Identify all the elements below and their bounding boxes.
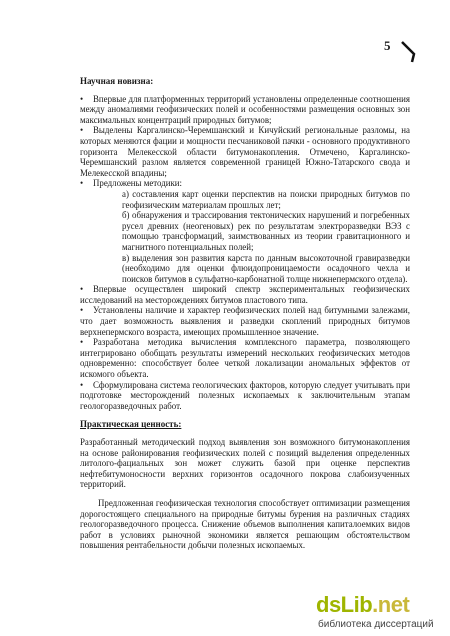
page-number: 5: [384, 38, 391, 53]
dslib-watermark: [316, 592, 450, 636]
watermark-subtitle: библиотека диссертаций: [318, 619, 434, 630]
practical-value-heading: Практическая ценность:: [80, 419, 182, 430]
novelty-item: • Выделены Каргалинско-Черемшанский и Кичуйский региональные разломы, на которых меняются фации и мощности песчаниковой пачки - основного продуктивного горизонта Мелекесской области битумонакопления. Отмечено, Каргалинско-Черемшанский разлом является современной границей Южно-Татарского свода и Мелекесской впадины;: [80, 125, 410, 178]
method-subitem: а) составления карт оценки перспектив на поиски природных битумов по геофизическим материалам прошлых лет;: [122, 188, 410, 210]
watermark-logo: dsLib.net: [316, 592, 410, 617]
bullet-icon: •: [80, 284, 84, 295]
novelty-item: • Впервые для платформенных территорий установлены определенные соотношения между аномалиями геофизических полей и особенностями размещения основных зон максимальных концентраций природных битумов;: [80, 93, 410, 125]
bullet-icon: •: [80, 305, 84, 316]
novelty-heading: Научная новизна:: [80, 76, 154, 86]
novelty-item: • Разработана методика вычисления комплексного параметра, позволяющего интегрировано обобщать результаты измерений нескольких геофизических методов одновременно: способствует более четкой локализации аномальных эффектов от искомого объекта.: [80, 337, 410, 380]
practical-paragraph: Предложенная геофизическая технология способствует оптимизации размещения дорогостоящего специального на природные битумы бурения на различных стадиях геологоразведочного процесса. Снижение объемов выполнения капиталоемких видов работ в условиях рыночной экономики является решающим обстоятельством повышения рентабельности добычи полезных ископаемых.: [80, 497, 410, 551]
bullet-icon: •: [80, 337, 84, 348]
bullet-icon: •: [80, 178, 84, 189]
page-corner-mark: [400, 40, 420, 64]
method-subitem: в) выделения зон развития карста по данным высокоточной гравиразведки (необходимо для оценки флюидопроницаемости осадочного чехла и поисков битумов в сульфатно-карбонатной толще нижнепермского отдела).: [122, 252, 410, 284]
document-body: [80, 76, 410, 551]
method-subitem: б) обнаружения и трассирования тектонических нарушений и погребенных русел древних (неогеновых) рек по результатам электроразведки ВЭЗ с помощью трансформаций, заимствованных из теории гравитационного и магнитного потенциальных полей;: [122, 210, 410, 252]
methods-sublist: [80, 189, 410, 284]
novelty-item: • Впервые осуществлен широкий спектр экспериментальных геофизических исследований на месторождениях битумов пластового типа.: [80, 284, 410, 305]
novelty-item: • Предложены методики:: [80, 178, 183, 189]
practical-paragraph: Разработанный методический подход выявления зон возможного битумонакопления на основе районирования геофизических полей с позиций выделения определенных литолого-фациальных зон может служить базой при оценке перспектив нефтебитумоносности верхних горизонтов осадочного покрова слабоизученных территорий.: [80, 437, 410, 490]
novelty-item: • Установлены наличие и характер геофизических полей над битумными залежами, что дает возможность выявления и разведки скоплений природных битумов верхнепермского возраста, имеющих промышленное значение.: [80, 305, 410, 337]
novelty-item: • Сформулирована система геологических факторов, которую следует учитывать при подготовке месторождений полезных ископаемых к заключительным этапам геологоразведочных работ.: [80, 379, 410, 411]
bullet-icon: •: [80, 379, 84, 390]
bullet-icon: •: [80, 93, 84, 104]
bullet-icon: •: [80, 125, 84, 136]
